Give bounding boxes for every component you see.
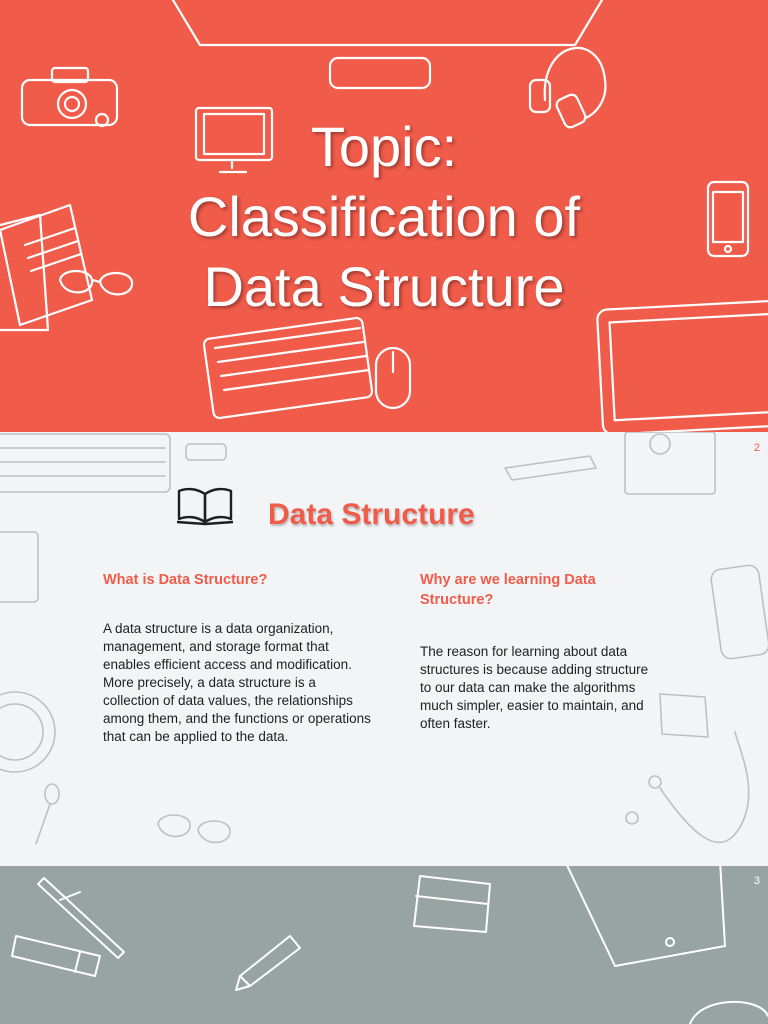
keyboard-icon [0,434,170,492]
question-heading: Why are we learning Data Structure? [420,572,596,608]
page-number: 2 [753,442,760,454]
why-learn-column [420,570,660,733]
next-slide-partial [0,866,768,1024]
open-book-icon [176,486,234,526]
pencil-icon [236,936,300,990]
title-line-2: Classification of [187,185,581,248]
slide-title [0,112,768,322]
earphones-icon [626,732,749,842]
title-line-3: Data Structure [203,255,565,318]
phone-icon [710,564,768,660]
keyboard-icon [203,317,373,418]
slide-heading: Data Structure [268,498,475,531]
title-line-1: Topic: [310,115,458,178]
tablet-icon [0,532,38,602]
glasses-icon [158,815,230,842]
answer-text: The reason for learning about data structures is because adding structure to our data can make the algorithms much simpler, easier to maintain, and often faster. [420,644,649,731]
usb-icon [186,444,226,460]
headphones-icon [690,1002,768,1024]
page-number: 3 [753,875,760,887]
coffee-cup-icon [0,692,55,772]
content-slide [0,432,768,866]
marker-icon [12,936,100,976]
notepad-icon [625,432,715,494]
spoon-icon [36,784,59,844]
title-slide [0,0,768,432]
mouse-icon [376,348,410,408]
question-heading: What is Data Structure? [103,572,268,588]
sticky-note-icon [660,694,708,737]
wallet-icon [414,876,490,932]
answer-text: A data structure is a data organization, management, and storage format that enables efficient access and modification. More precisely, a data structure is a collection of data values, the relationships among them, and the functions or operations that can be applied to the data. [103,621,371,744]
tablet-icon [565,866,725,966]
what-is-column [103,570,373,746]
desk-doodles-grey [0,866,768,1024]
pen-icon [505,456,596,480]
pen-icon [38,878,124,958]
monitor-icon [170,0,605,88]
